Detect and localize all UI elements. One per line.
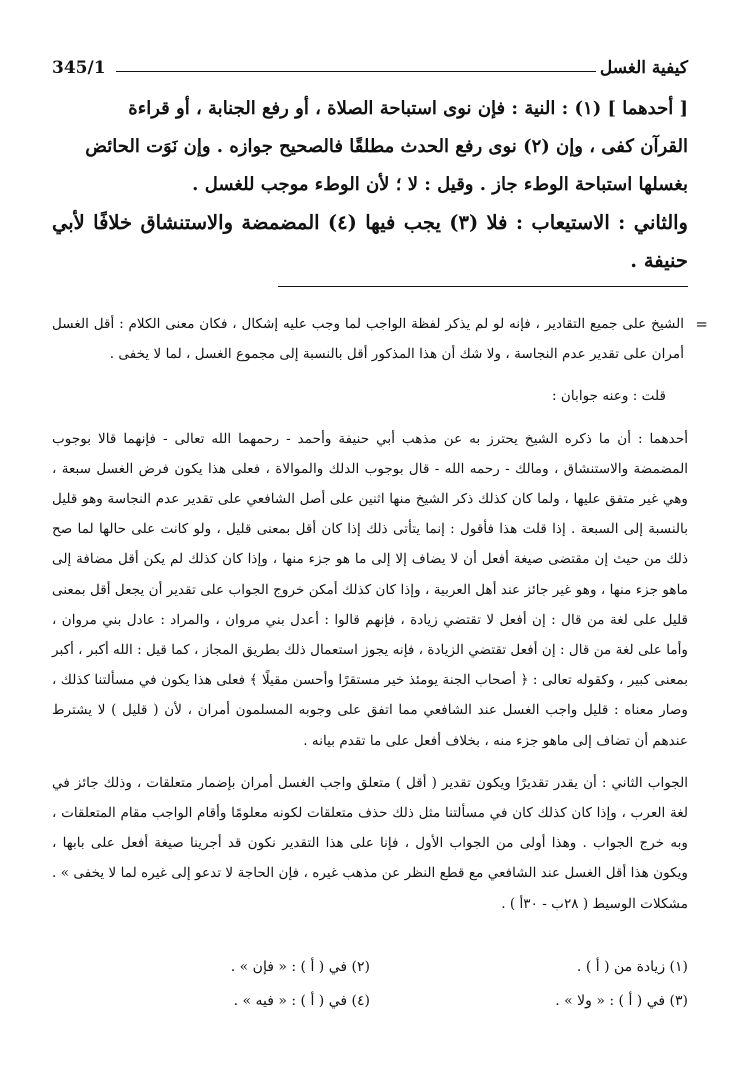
header-rule: [116, 71, 596, 72]
footnote: (٤) في ( أ ) : « فيه » .: [233, 993, 370, 1009]
main-text-line: بغسلها استباحة الوطء جاز . وقيل : لا ؛ لأن الوطء موجب للغسل .: [192, 174, 688, 195]
footnote: (٢) في ( أ ) : « فإن » .: [230, 959, 370, 975]
first-answer: أحدهما : أن ما ذكره الشيخ يحترز به عن مذهب أبي حنيفة وأحمد - رحمهما الله تعالى - فإنهما قالا بوجوب المضمضة والاستنشاق ، ومالك - رحمه الله - قال بوجوب الدلك والموالاة ، فعلى هذا يكون فرض الغسل سبعة ، وهي غير متفق عليها ، ولما كان كذلك ذكر الشيخ منها اثنين على أصل الشافعي على تقدير عدم النجاسة وهو قليل بالنسبة إلى السبعة . إذا قلت هذا فأقول : إنما يتأتى ذلك إذا كان أقل بمعنى قليل ، ولو كانت على حالها لما صح ذلك من حيث إن مقتضى صيغة أفعل أن لا يضاف إلا إلى ما هو جزء منها ، وإذا كان كذلك لم يكن أقل مضافة إلى ماهو جزء منها ، وهو غير جائز عند أهل العربية ، وإذا كان كذلك أمكن خروج الجواب على تقدير أن يجعل أقل بمعنى قليل على لغة من قال : إن أفعل لا تقتضي زيادة ، فإنهم قالوا : أعدل بني مروان ، والمراد : عادل بني مروان ، وأما على لغة من قال : إن أفعل تقتضي الزيادة ، فإنه يجوز استعمال ذلك بطريق المجاز ، كما قيل : الله أكبر ، أكبر بمعنى كبير ، وكقوله تعالى : ﴿ أصحاب الجنة يومئذ خير مستقرًا وأحسن مقيلًا ﴾ فعلى هذا يكون في مسألتنا كذلك ، وصار معناه : قليل واجب الغسل عند الشافعي مما اتفق على وجوبه المسلمون أمران ، لأن ( قليل ) لا يشترط عندهم أن تضاف إلى ماهو جزء منه ، بخلاف أفعل على ما تقدم بيانه .: [52, 430, 689, 749]
footnote: (١) زيادة من ( أ ) .: [576, 959, 688, 975]
footnotes: [52, 950, 688, 1018]
main-text-line: والثاني : الاستيعاب : فلا (٣) يجب فيها (٤) المضمضة والاستنشاق خلافًا لأبي حنيفة .: [52, 211, 688, 272]
commentary-intro: [52, 309, 708, 369]
second-answer: الجواب الثاني : أن يقدر تقديرًا ويكون تقدير ( أقل ) متعلق واجب الغسل أمران بإضمار متعلقات ، وذلك جائز في لغة العرب ، وإذا كان كذلك كان في مسألتنا مثل ذلك حذف متعلقات لكونه معلومًا وأقام الواجب مقام المتعلقات ، وبه خرج الجواب . وهذا أولى من الجواب الأول ، فإنا على هذا التقدير نكون قد أجرينا صيغة أفعل على بابها ، ويكون هذا أقل الغسل عند الشافعي مع قطع النظر عن مذهب غيره ، فإن الحاجة لا تدعو إلى غيره لما لا يخفى » . مشكلات الوسيط ( ٢٨ب - ٣٠أ ) .: [52, 774, 688, 912]
page-number: 345/1: [52, 58, 106, 78]
page-header: [52, 50, 688, 90]
running-title: كيفية الغسل: [599, 58, 688, 78]
footnote: (٣) في ( أ ) : « ولا » .: [555, 993, 688, 1009]
main-text-line: [ أحدهما ] (١) : النية : فإن نوى استباحة الصلاة ، أو رفع الجنابة ، أو قراءة: [128, 98, 688, 119]
commentary-notes: [52, 309, 708, 919]
answers-heading: قلت : وعنه جوابان :: [552, 388, 666, 405]
main-text-line: القرآن كفى ، وإن (٢) نوى رفع الحدث مطلقًا فالصحيح جوازه . وإن نَوَت الحائض: [85, 136, 688, 157]
commentary-intro-text: الشيخ على جميع التقادير ، فإنه لو لم يذكر لفظة الواجب لما وجب عليه إشكال ، فكان معنى الكلام : أقل الغسل أمران على تقدير عدم النجاسة ، ولا شك أن هذا المذكور أقل بالنسبة إلى مجموع الغسل ، لما لا يخفى .: [52, 316, 684, 363]
continuation-marker: =: [695, 315, 708, 333]
main-text: [52, 90, 688, 287]
book-page: [52, 50, 708, 919]
main-text-separator: [278, 286, 688, 287]
